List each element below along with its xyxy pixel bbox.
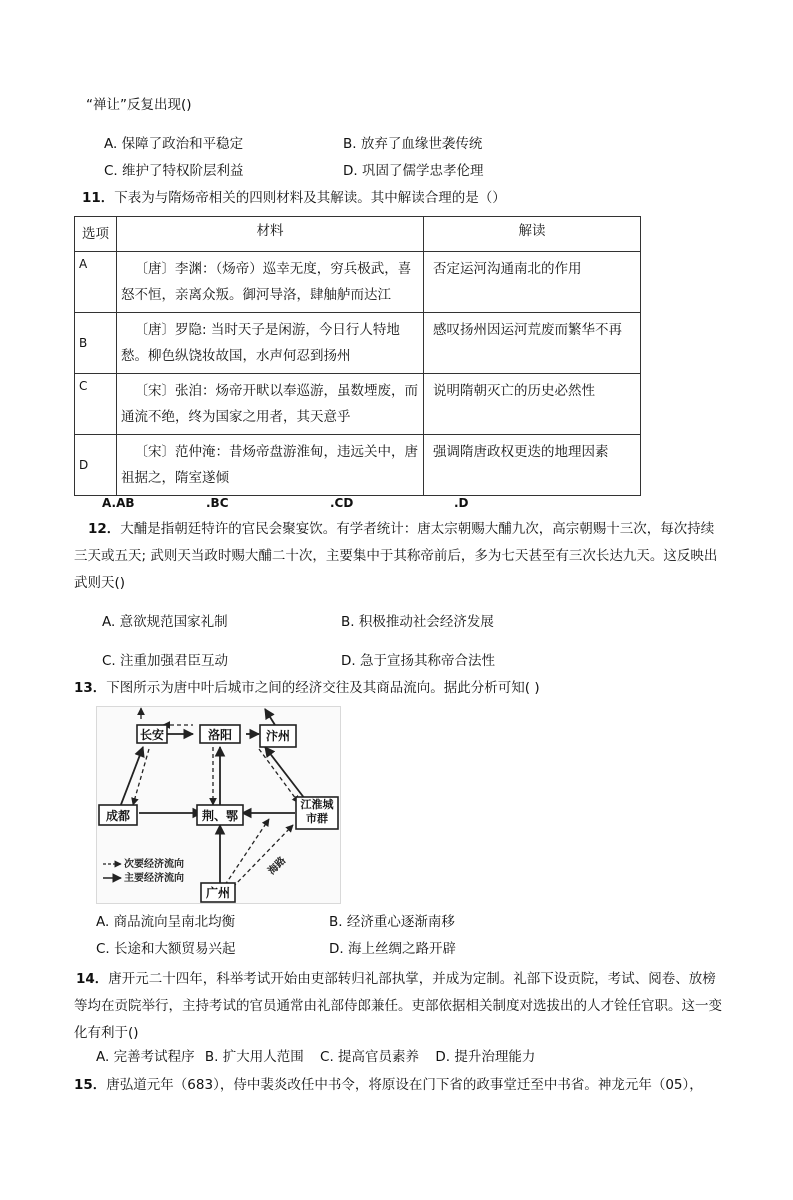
city-luoyang-label: 洛阳 [207, 728, 233, 742]
row-option: B [75, 313, 117, 374]
city-chengdu-label: 成都 [105, 809, 131, 823]
table-header-row [75, 217, 641, 252]
q11-stem: 下表为与隋炀帝相关的四则材料及其解读。其中解读合理的是（） [114, 190, 506, 206]
q14-question [74, 966, 729, 1047]
q14-stem: 唐开元二十四年，科举考试开始由吏部转归礼部执掌，并成为定制。礼部下设贡院，考试、阅卷、放榜等均在贡院举行，主持考试的官员通常由礼部侍郎兼任。吏部依据相关制度对选拔出的人才铨任官职。这一变化有利于() [74, 971, 722, 1041]
q12-number: 12． [88, 521, 121, 537]
q11-answer-ab: A.AB [102, 496, 135, 510]
q12-option-c: C. 注重加强君臣互动 [102, 653, 229, 669]
q14-options-line [96, 1048, 535, 1066]
row-option: C [75, 374, 117, 435]
city-jianghuai-label: 江淮城市群 [300, 798, 334, 825]
q10-stem: “禅让”反复出现() [86, 97, 192, 113]
q13-option-c: C. 长途和大额贸易兴起 [96, 941, 236, 957]
header-option: 选项 [75, 217, 117, 252]
table-row [75, 374, 641, 435]
q12-question [74, 516, 724, 597]
q13-stem: 下图所示为唐中叶后城市之间的经济交往及其商品流向。据此分析可知( ) [106, 680, 540, 696]
q10-option-a: A. 保障了政治和平稳定 [104, 136, 244, 152]
city-changan [137, 725, 167, 743]
q12-option-a: A. 意欲规范国家礼制 [102, 614, 228, 630]
q13-option-a: A. 商品流向呈南北均衡 [96, 914, 236, 930]
header-reading: 解读 [424, 217, 641, 252]
row-material: 〔唐〕罗隐: 当时天子是闲游，今日行人特地愁。柳色纵饶妆故国，水声何忍到扬州 [117, 313, 424, 374]
legend-primary-label: 主要经济流向 [124, 873, 184, 884]
legend-secondary-label: 次要经济流向 [124, 859, 184, 870]
q10-option-d: D. 巩固了儒学忠孝伦理 [343, 163, 484, 179]
city-jing-e-label: 荆、鄂 [201, 809, 239, 823]
flow-bianzhou-jianghuai [259, 749, 299, 803]
q11-number: 11． [82, 190, 115, 206]
table-row [75, 252, 641, 313]
city-guangzhou [201, 883, 235, 902]
q10-option-c: C. 维护了特权阶层利益 [104, 163, 244, 179]
q11-answer-cd: .CD [330, 496, 354, 510]
q14-option-a: A. 完善考试程序 [96, 1049, 195, 1065]
diagram-legend [103, 857, 184, 884]
flow-bianzhou-north [265, 709, 275, 725]
q11-material-table [74, 216, 641, 496]
q13-number: 13． [74, 680, 107, 696]
flow-guangzhou-jianghuai-sea [233, 825, 293, 887]
flow-guangzhou-jianghuai [225, 819, 269, 885]
city-jianghuai [296, 797, 338, 829]
flow-jianghuai-bianzhou [265, 747, 305, 799]
table-row [75, 313, 641, 374]
header-material: 材料 [117, 217, 424, 252]
q14-option-b: B. 扩大用人范围 [204, 1049, 304, 1065]
q15-stem: 唐弘道元年（683），侍中裴炎改任中书令，将原设在门下省的政事堂迁至中书省。神龙元年（05）， [106, 1077, 703, 1093]
q11-question [82, 189, 506, 207]
q15-number: 15． [74, 1077, 107, 1093]
city-chengdu [99, 805, 137, 825]
row-material: 〔宋〕张洎：炀帝开畎以奉巡游，虽数堙废，而通流不绝，终为国家之用者，其天意乎 [117, 374, 424, 435]
row-reading: 否定运河沟通南北的作用 [424, 252, 641, 313]
row-reading: 说明隋朝灭亡的历史必然性 [424, 374, 641, 435]
q11-answer-bc: .BC [206, 496, 229, 510]
row-material: 〔宋〕范仲淹：昔炀帝盘游淮甸，违远关中，唐祖据之，隋室遂倾 [117, 435, 424, 496]
q13-question [74, 679, 540, 697]
trade-flow-diagram [96, 706, 341, 904]
q13-option-d: D. 海上丝绸之路开辟 [329, 941, 456, 957]
city-jing-e [197, 805, 243, 825]
q14-number: 14． [76, 971, 109, 987]
city-changan-label: 长安 [139, 728, 165, 742]
q10-option-b: B. 放弃了血缘世袭传统 [343, 136, 483, 152]
q12-option-d: D. 急于宣扬其称帝合法性 [341, 653, 495, 669]
q13-option-b: B. 经济重心逐渐南移 [329, 914, 455, 930]
q12-stem: 大酺是指朝廷特许的官民会聚宴饮。有学者统计：唐太宗朝赐大酺九次，高宗朝赐十三次，每次持续三天或五天; 武则天当政时赐大酺二十次，主要集中于其称帝前后，多为七天甚至有三次长达九天。这反映出武则天() [74, 521, 718, 591]
row-material: 〔唐〕李渊：（炀帝）巡幸无度，穷兵极武，喜怒不恒，亲离众叛。御河导洛，肆舳舻而达江 [117, 252, 424, 313]
table-row [75, 435, 641, 496]
city-guangzhou-label: 广州 [205, 886, 231, 900]
q14-option-c: C. 提高官员素养 [320, 1049, 420, 1065]
row-option: D [75, 435, 117, 496]
flow-changan-chengdu [133, 749, 149, 805]
q14-option-d: D. 提升治理能力 [435, 1049, 536, 1065]
q12-option-b: B. 积极推动社会经济发展 [341, 614, 494, 630]
trade-flow-map [97, 707, 340, 903]
q15-question [74, 1076, 703, 1094]
sea-route-label: 海路 [266, 855, 289, 878]
row-reading: 强调隋唐政权更迭的地理因素 [424, 435, 641, 496]
city-bianzhou [260, 725, 296, 747]
city-bianzhou-label: 汴州 [265, 729, 291, 743]
row-option: A [75, 252, 117, 313]
q11-answer-d: .D [454, 496, 469, 510]
city-luoyang [200, 725, 240, 743]
row-reading: 感叹扬州因运河荒废而繁华不再 [424, 313, 641, 374]
